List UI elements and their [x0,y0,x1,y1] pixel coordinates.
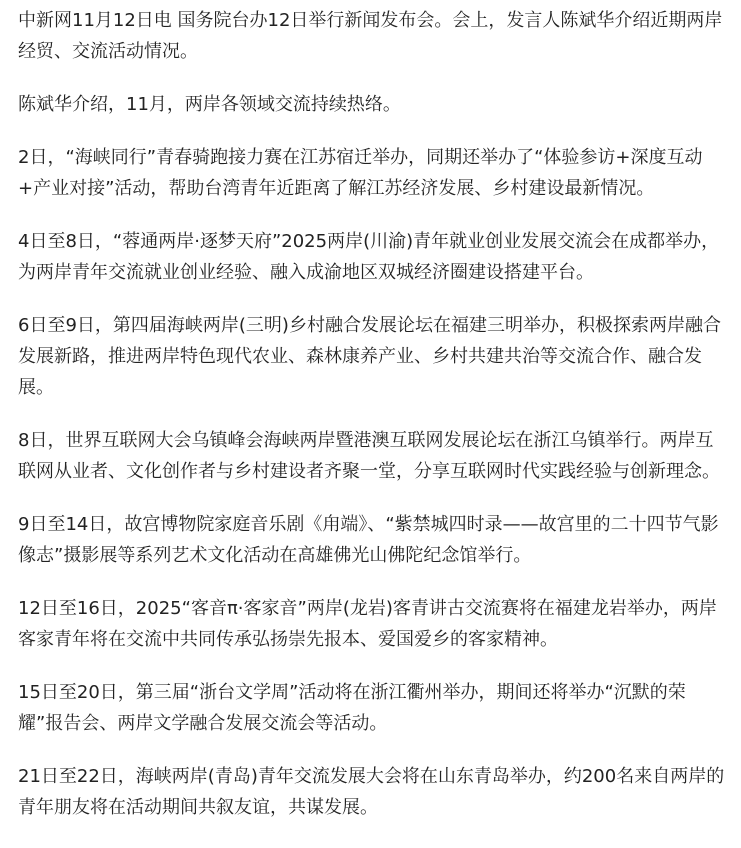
paragraph-item: 12日至16日，2025“客音π·客家音”两岸(龙岩)客青讲古交流赛将在福建龙岩举办，两岸客家青年将在交流中共同传承弘扬崇先报本、爱国爱乡的客家精神。 [18,598,717,650]
paragraph-item: 2日，“海峡同行”青春骑跑接力赛在江苏宿迁举办，同期还举办了“体验参访+深度互动+产业对接”活动，帮助台湾青年近距离了解江苏经济发展、乡村建设最新情况。 [18,147,703,199]
paragraph-lead: 中新网11月12日电 国务院台办12日举行新闻发布会。会上，发言人陈斌华介绍近期两岸经贸、交流活动情况。 [18,10,723,62]
paragraph-item: 15日至20日，第三届“浙台文学周”活动将在浙江衢州举办，期间还将举办“沉默的荣耀”报告会、两岸文学融合发展交流会等活动。 [18,682,686,734]
paragraph-intro: 陈斌华介绍，11月，两岸各领域交流持续热络。 [18,94,401,115]
paragraph-item: 9日至14日，故宫博物院家庭音乐剧《甪端》、“紫禁城四时录——故宫里的二十四节气影像志”摄影展等系列艺术文化活动在高雄佛光山佛陀纪念馆举行。 [18,514,719,566]
paragraph-item: 6日至9日，第四届海峡两岸(三明)乡村融合发展论坛在福建三明举办，积极探索两岸融合发展新路，推进两岸特色现代农业、森林康养产业、乡村共建共治等交流合作、融合发展。 [18,315,721,398]
paragraph-item: 8日，世界互联网大会乌镇峰会海峡两岸暨港澳互联网发展论坛在浙江乌镇举行。两岸互联网从业者、文化创作者与乡村建设者齐聚一堂，分享互联网时代实践经验与创新理念。 [18,430,720,482]
paragraph-item: 4日至8日，“蓉通两岸·逐梦天府”2025两岸(川渝)青年就业创业发展交流会在成都举办，为两岸青年交流就业创业经验、融入成渝地区双城经济圈建设搭建平台。 [18,231,720,283]
paragraph-item: 21日至22日，海峡两岸(青岛)青年交流发展大会将在山东青岛举办，约200名来自两岸的青年朋友将在活动期间共叙友谊，共谋发展。 [18,766,725,818]
